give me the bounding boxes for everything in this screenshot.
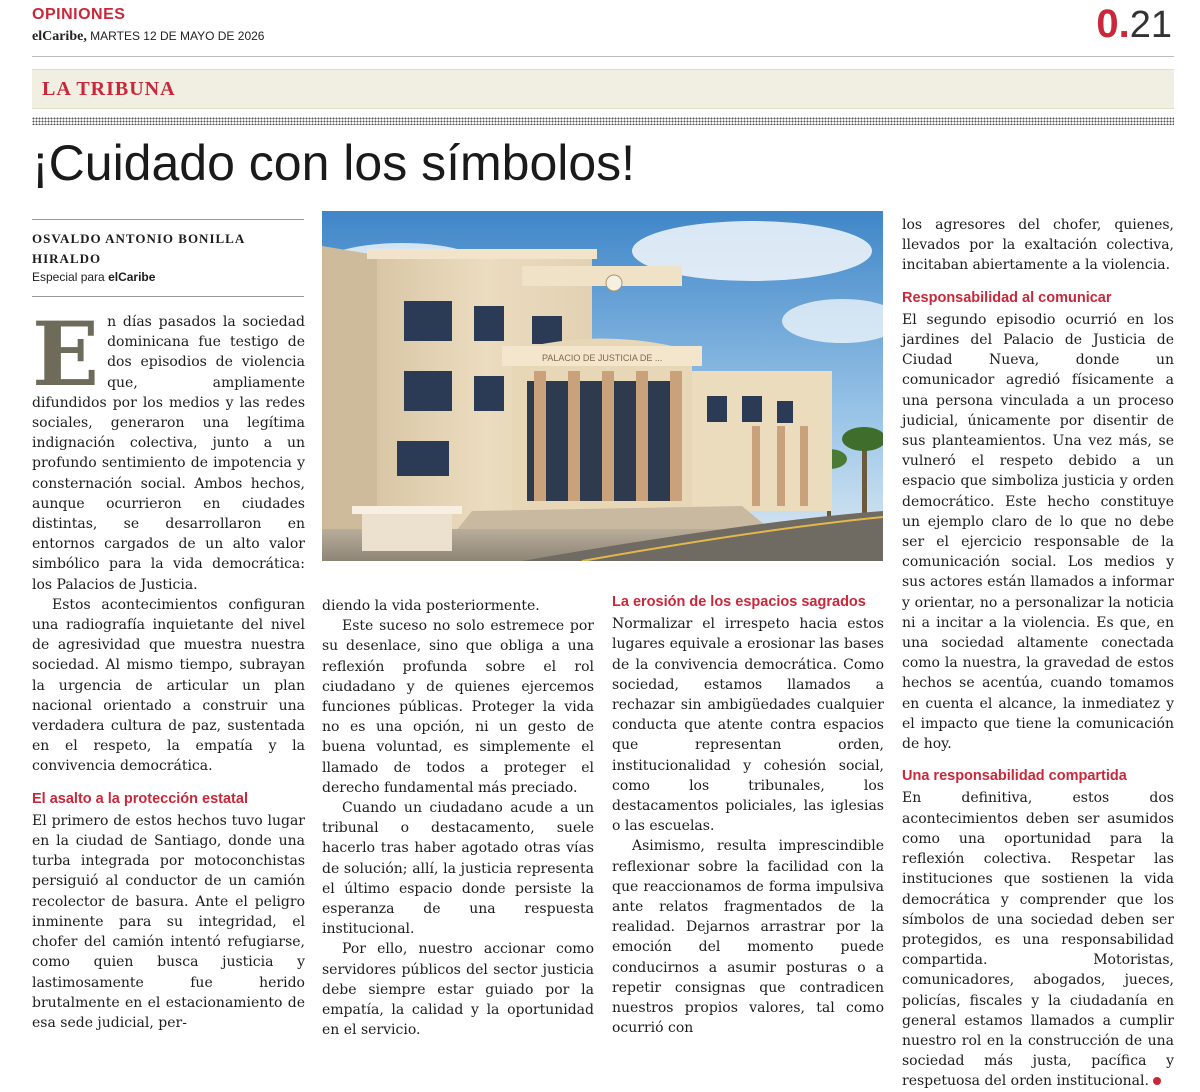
section-label: OPINIONES: [32, 6, 126, 23]
paragraph: Estos acontecimientos configuran una radiografía inquietante del nivel de agresividad que muestra nuestra sociedad. Al mismo tiempo, subrayan la urgencia de articular un plan nacional orientado a construir una verdadera cultura de paz, sustentada en el respeto, la empatía y la convivencia democrática.: [32, 596, 305, 775]
paragraph: Este suceso no solo estremece por su desenlace, sino que obliga a una reflexión profunda sobre el rol ciudadano y de quienes ejercemos funciones públicas. Proteger la vida no es una opción, ni un gesto de buena voluntad, es simplemente el llamado de todos a proteger el derecho fundamental más preciado.: [322, 618, 594, 796]
paragraph: Cuando un ciudadano acude a un tribunal o destacamento, suele hacerlo tras haber agotado otras vías de solución; allí, la justicia representa el último espacio donde persiste la esperanza de una respuesta institucional.: [322, 800, 594, 938]
paragraph: los agresores del chofer, quienes, llevados por la exaltación colectiva, incitaban abiertamente a la violencia.: [902, 217, 1174, 274]
subheading: La erosión de los espacios sagrados: [612, 594, 866, 610]
article-column-3: [612, 592, 884, 1038]
paragraph: diendo la vida posteriormente.: [322, 598, 540, 614]
tribuna-band: [32, 69, 1174, 109]
brand-name: elCaribe,: [32, 29, 87, 44]
courthouse-photo: [322, 211, 883, 561]
byline-special: [32, 270, 155, 284]
subheading: Una responsabilidad compartida: [902, 768, 1127, 785]
building-sign: PALACIO DE JUSTICIA DE ...: [542, 353, 663, 363]
article-column-2: [322, 596, 594, 1040]
paragraph: El primero de estos hechos tuvo lugar en la ciudad de Santiago, donde una turba integrada por motoconchistas persiguió al conductor de un camión recolector de basura. Ante el peligro inminente para su integridad, el chofer del camión intentó refugiarse, como quien busca justicia y lastimosamente fue herido brutalmente en el estacionamiento de esa sede judicial, per-: [32, 812, 305, 1031]
byline-rule-top: [32, 219, 304, 220]
publication-date: MARTES 12 DE MAYO DE 2026: [90, 29, 265, 43]
drop-cap: E: [32, 302, 100, 406]
paragraph: Normalizar el irrespeto hacia estos lugares equivale a erosionar las bases de la convivencia democrática. Como sociedad, estamos llamados a rechazar sin ambigüedades cualquier conducta que atente contra espacios que representan orden, institucionalidad y cohesión social, como los tribunales, los destacamentos policiales, las iglesias o las escuelas.: [612, 616, 884, 835]
headline: ¡Cuidado con los símbolos!: [32, 135, 636, 191]
page-number-value: 21: [1129, 4, 1172, 46]
paragraph: El segundo episodio ocurrió en los jardines del Palacio de Justicia de Ciudad Nueva, donde un comunicador agredió físicamente a una persona vinculada a un proceso judicial, únicamente por disentir de sus planteamientos. Una vez más, se vulneró el respeto debido a un espacio que simboliza justicia y orden democrático. Este hecho constituye un ejemplo claro de lo que no debe ser el ejercicio responsable de la comunicación social. Los medios y sus actores están llamados a informar y orientar, no a personalizar la noticia ni a incitar a la violencia. Es que, en una sociedad altamente conectada como la nuestra, la gravedad de estos hechos se acentúa, cuando tomamos en cuenta el alcance, la inmediatez y el impacto que tiene la comunicación de hoy.: [902, 311, 1174, 753]
author-name: OSVALDO ANTONIO BONILLA HIRALDO: [32, 231, 245, 266]
paragraph: En días pasados la sociedad dominicana fue testigo de dos episodios de violencia que, ampliamente difundidos por los medios y las redes sociales, generaron una legítima indignación colectiva, junto a un profundo sentimiento de impotencia y consternación social. Ambos hechos, aunque ocurrieron en ciudades distintas, se desarrollaron en entornos cargados de un alto valor simbólico para la vida democrática: los Palacios de Justicia.: [32, 302, 305, 593]
end-mark-icon: [1153, 1077, 1161, 1085]
header-rule: [32, 56, 1174, 57]
paragraph: Asimismo, resulta imprescindible reflexionar sobre la facilidad con la que reaccionamos de forma impulsiva ante relatos fragmentados de la realidad. Dejarnos arrastrar por la emoción del momento puede conducirnos a asumir posturas o a repetir consignas que contradicen nuestros propios valores, tal como ocurrió con: [612, 838, 884, 1037]
page-number: [1096, 4, 1172, 44]
subheading: Responsabilidad al comunicar: [902, 289, 1112, 306]
paragraph: Por ello, nuestro accionar como servidores públicos del sector justicia debe siempre estar guiado por la empatía, la calidad y la oportunidad en el servicio.: [322, 941, 594, 1039]
dateline: [32, 29, 264, 45]
article-column-1: [32, 302, 305, 1033]
article-column-4: [902, 215, 1174, 1092]
subheading: El asalto a la protección estatal: [32, 790, 248, 807]
special-prefix: Especial para: [32, 270, 105, 284]
byline-rule-bottom: [32, 296, 304, 297]
dotted-divider: [32, 117, 1174, 125]
tribuna-label: LA TRIBUNA: [42, 78, 176, 100]
paragraph: En definitiva, estos dos acontecimientos deben ser asumidos como una oportunidad para la reflexión colectiva. Respetar las instituciones que sostienen la vida democrática y comprender que los símbolos de una sociedad deben ser protegidos, es una responsabilidad compartida. Motoristas, comunicadores, abogados, jueces, policías, fiscales y la ciudadanía en general estamos llamados a cumplir nuestro rol en la construcción de una sociedad más justa, pacífica y respetuosa del orden institucional.: [902, 790, 1174, 1090]
special-brand: elCaribe: [108, 270, 156, 284]
page-prefix: 0.: [1096, 2, 1130, 46]
